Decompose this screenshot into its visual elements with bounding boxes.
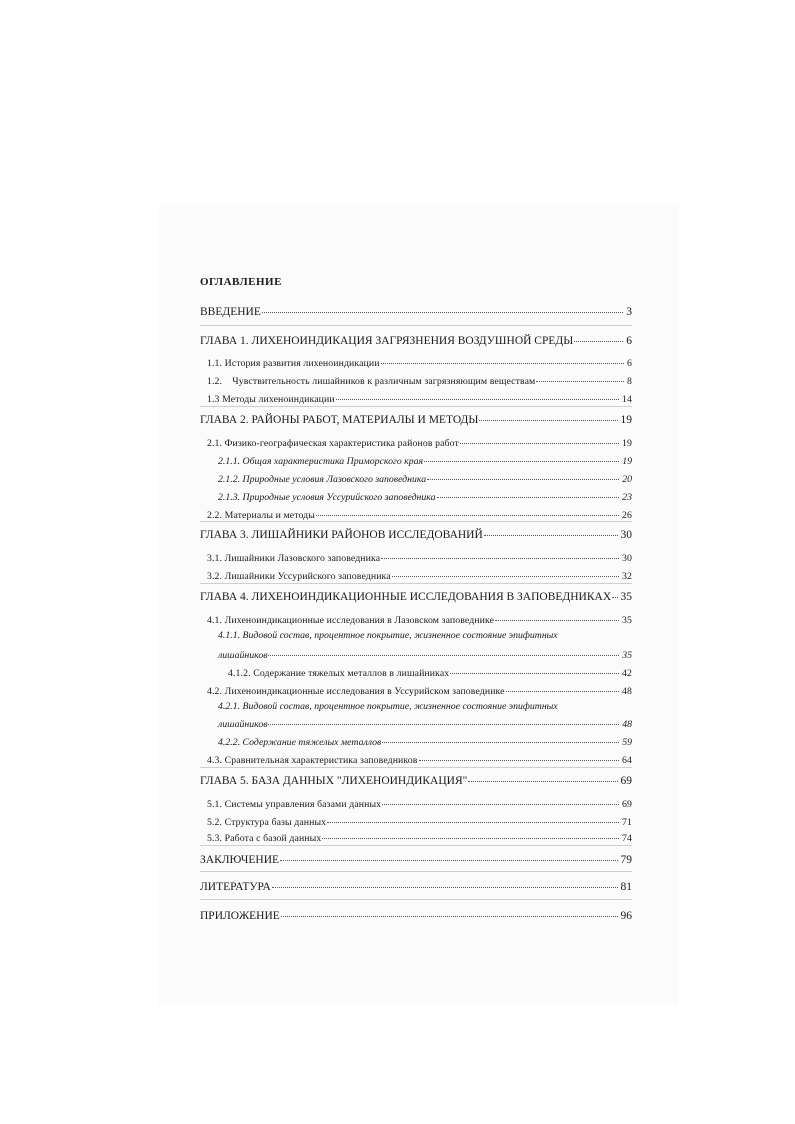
- leader-dots: [280, 850, 617, 861]
- leader-dots: [424, 451, 619, 462]
- toc-entry[interactable]: [200, 589, 632, 604]
- divider: [200, 406, 632, 407]
- toc-entry[interactable]: [207, 507, 632, 522]
- divider: [200, 871, 632, 872]
- entry-title: ЛИТЕРАТУРА: [200, 881, 271, 893]
- entry-title: ГЛАВА 3. ЛИШАЙНИКИ РАЙОНОВ ИССЛЕДОВАНИЙ: [200, 529, 483, 541]
- entry-page: 35: [622, 615, 632, 626]
- entry-title: 4.2.2. Содержание тяжелых металлов: [218, 737, 382, 748]
- entry-page: 6: [626, 335, 632, 347]
- leader-dots: [437, 487, 620, 498]
- leader-dots: [272, 877, 618, 888]
- divider: [200, 325, 632, 326]
- toc-entry[interactable]: [200, 879, 632, 894]
- entry-title: 3.2. Лишайники Уссурийского заповедника: [207, 571, 391, 582]
- toc-entry[interactable]: [218, 453, 632, 468]
- entry-title: 4.1.2. Содержание тяжелых металлов в лишайниках: [228, 668, 450, 679]
- leader-dots: [506, 681, 619, 692]
- entry-title: 4.1. Лихеноиндикационные исследования в Лазовском заповеднике: [207, 615, 495, 626]
- toc-entry[interactable]: [207, 796, 632, 811]
- leader-dots: [495, 610, 619, 621]
- toc-entry[interactable]: [228, 665, 632, 680]
- entry-page: 26: [622, 510, 632, 521]
- leader-dots: [336, 389, 619, 400]
- entry-page: 14: [622, 394, 632, 405]
- entry-page: 71: [622, 817, 632, 828]
- entry-page: 74: [622, 833, 632, 844]
- toc-entry[interactable]: [218, 471, 632, 486]
- leader-dots: [382, 732, 619, 743]
- leader-dots: [322, 828, 619, 839]
- toc-entry[interactable]: [218, 716, 632, 731]
- entry-title: 3.1. Лишайники Лазовского заповедника: [207, 553, 381, 564]
- entry-page: 64: [622, 755, 632, 766]
- entry-page: 20: [622, 474, 632, 485]
- toc-entry[interactable]: [218, 489, 632, 504]
- divider: [200, 899, 632, 900]
- leader-dots: [381, 353, 624, 364]
- leader-dots: [268, 645, 619, 656]
- leader-dots: [450, 663, 619, 674]
- toc-entry[interactable]: [200, 412, 632, 427]
- toc-entry[interactable]: [207, 814, 632, 829]
- entry-title: 4.2. Лихеноиндикационные исследования в Уссурийском заповеднике: [207, 686, 505, 697]
- toc-entry[interactable]: [207, 612, 632, 627]
- leader-dots: [536, 371, 624, 382]
- entry-title: 1.2. Чувствительность лишайников к различным загрязняющим веществам: [207, 376, 536, 387]
- toc-entry[interactable]: [207, 391, 632, 406]
- leader-dots: [427, 469, 619, 480]
- toc-entry[interactable]: [207, 550, 632, 565]
- toc-entry[interactable]: [218, 647, 632, 662]
- toc-entry[interactable]: [207, 752, 632, 767]
- divider: [200, 583, 632, 584]
- entry-title: 2.1.3. Природные условия Уссурийского заповедника: [218, 492, 436, 503]
- entry-page: 69: [620, 775, 632, 787]
- toc-entry[interactable]: [200, 527, 632, 542]
- entry-page: 19: [622, 438, 632, 449]
- toc-entry[interactable]: [218, 734, 632, 749]
- toc-entry[interactable]: [207, 683, 632, 698]
- toc-heading: ОГЛАВЛЕНИЕ: [200, 276, 282, 288]
- entry-page: 96: [620, 910, 632, 922]
- entry-title: 4.3. Сравнительная характеристика заповедников: [207, 755, 418, 766]
- entry-page: 30: [620, 529, 632, 541]
- entry-page: 35: [622, 650, 632, 661]
- entry-title: 1.3 Методы лихеноиндикации: [207, 394, 335, 405]
- leader-dots: [479, 410, 617, 421]
- toc-entry[interactable]: [200, 852, 632, 867]
- entry-page: 59: [622, 737, 632, 748]
- leader-dots: [419, 750, 620, 761]
- divider: [200, 767, 632, 768]
- entry-title: лишайников: [218, 719, 268, 730]
- leader-dots: [468, 771, 617, 782]
- entry-title: ГЛАВА 5. БАЗА ДАННЫХ "ЛИХЕНОИНДИКАЦИЯ": [200, 775, 468, 787]
- toc-entry[interactable]: [207, 355, 632, 370]
- toc-entry[interactable]: [207, 830, 632, 845]
- entry-title: ГЛАВА 2. РАЙОНЫ РАБОТ, МАТЕРИАЛЫ И МЕТОДЫ: [200, 414, 479, 426]
- entry-page: 48: [622, 719, 632, 730]
- entry-page: 81: [620, 881, 632, 893]
- entry-page: 6: [627, 358, 632, 369]
- leader-dots: [327, 812, 619, 823]
- leader-dots: [281, 906, 618, 917]
- entry-page: 32: [622, 571, 632, 582]
- entry-title: ВВЕДЕНИЕ: [200, 306, 261, 318]
- entry-page: 35: [620, 591, 632, 603]
- entry-title: 2.1.1. Общая характеристика Приморского края: [218, 456, 424, 467]
- entry-page: 19: [620, 414, 632, 426]
- entry-title: 2.1. Физико-географическая характеристика районов работ: [207, 438, 459, 449]
- entry-title: 5.1. Системы управления базами данных: [207, 799, 382, 810]
- entry-page: 48: [622, 686, 632, 697]
- entry-page: 19: [622, 456, 632, 467]
- toc-entry[interactable]: [207, 568, 632, 583]
- toc-entry[interactable]: [207, 373, 632, 388]
- leader-dots: [316, 505, 619, 516]
- entry-title: 5.2. Структура базы данных: [207, 817, 327, 828]
- toc-entry[interactable]: [207, 435, 632, 450]
- leader-dots: [484, 525, 618, 536]
- leader-dots: [262, 302, 623, 313]
- entry-title: ПРИЛОЖЕНИЕ: [200, 910, 280, 922]
- entry-page: 3: [626, 306, 632, 318]
- entry-title: ГЛАВА 4. ЛИХЕНОИНДИКАЦИОННЫЕ ИССЛЕДОВАНИЯ В ЗАПОВЕДНИКАХ: [200, 591, 612, 603]
- entry-page: 23: [622, 492, 632, 503]
- toc-entry[interactable]: [200, 304, 632, 319]
- entry-title: 2.1.2. Природные условия Лазовского заповедника: [218, 474, 427, 485]
- divider: [200, 845, 632, 846]
- entry-page: 69: [622, 799, 632, 810]
- divider: [200, 521, 632, 522]
- toc-entry[interactable]: [200, 908, 632, 923]
- entry-page: 30: [622, 553, 632, 564]
- toc-entry[interactable]: [200, 333, 632, 348]
- leader-dots: [612, 587, 617, 598]
- toc-entry[interactable]: [200, 773, 632, 788]
- leader-dots: [574, 331, 623, 342]
- leader-dots: [382, 794, 619, 805]
- entry-title: 1.1. История развития лихеноиндикации: [207, 358, 380, 369]
- leader-dots: [460, 433, 619, 444]
- entry-title: лишайников: [218, 650, 268, 661]
- entry-title-line: 4.2.1. Видовой состав, процентное покрытие, жизненное состояние эпифитных: [218, 701, 558, 712]
- leader-dots: [268, 714, 619, 725]
- entry-title-line: 4.1.1. Видовой состав, процентное покрытие, жизненное состояние эпифитных: [218, 630, 558, 641]
- entry-title: ЗАКЛЮЧЕНИЕ: [200, 854, 280, 866]
- entry-title: ГЛАВА 1. ЛИХЕНОИНДИКАЦИЯ ЗАГРЯЗНЕНИЯ ВОЗДУШНОЙ СРЕДЫ: [200, 335, 574, 347]
- entry-page: 79: [620, 854, 632, 866]
- entry-title: 5.3. Работа с базой данных: [207, 833, 322, 844]
- leader-dots: [392, 566, 619, 577]
- leader-dots: [381, 548, 619, 559]
- entry-title: 2.2. Материалы и методы: [207, 510, 315, 521]
- entry-page: 42: [622, 668, 632, 679]
- entry-page: 8: [627, 376, 632, 387]
